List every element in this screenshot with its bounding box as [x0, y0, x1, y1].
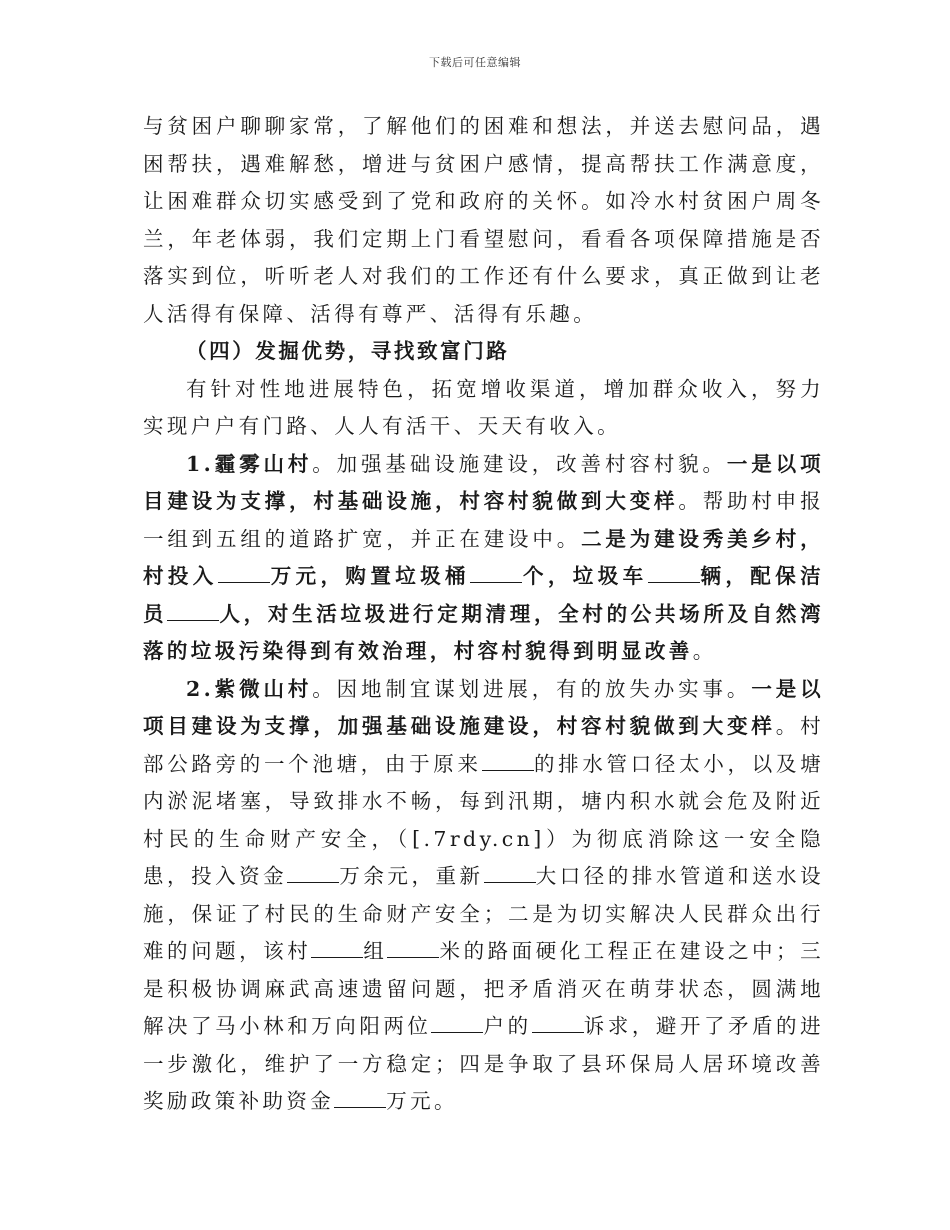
village-1-point-2b: 万元，购置垃圾桶 — [269, 564, 470, 588]
village-1-point-2a: 二是为建设秀美乡村，村投入 — [143, 526, 825, 588]
village-1-lead: 。加强基础设施建设，改善村容村貌。 — [312, 451, 727, 476]
village-2-text-e: 组 — [363, 939, 388, 963]
village-2-text-b: 的排水管口径太小，以及塘内淤泥堵塞，导致排水不畅，每到汛期，塘内积水就会危及附近村民的生命财产安全，（[.7rdy.cn]）为彻底消除这一安全隐患，投入资金 — [143, 751, 824, 888]
paragraph-income-channels: 有针对性地进展特色，拓宽增收渠道，增加群众收入，努力实现户户有门路、人人有活干、天天有收入。 — [143, 376, 824, 438]
village-1-point-1: 一是以项目建设为支撑，村基础设施，村容村貌做到大变样 — [143, 451, 824, 513]
document-body — [143, 108, 824, 1121]
village-2-text-i: 万元。 — [386, 1089, 458, 1113]
fill-blank — [218, 562, 270, 583]
village-1-point-1-detail: 。帮助村申报一组到五组的道路扩宽，并正在建设中。 — [143, 489, 824, 551]
section-heading-4: （四）发掘优势，寻找致富门路 — [186, 339, 510, 363]
village-2-text-f: 米的路面硬化工程正在建设之中；三是积极协调麻武高速遗留问题，把矛盾消灭在萌芽状态，圆满地解决了马小林和万向阳两位 — [143, 939, 824, 1038]
fill-blank — [431, 1012, 483, 1033]
village-1-point-2e: 人，对生活垃圾进行定期清理，全村的公共场所及自然湾落的垃圾污染得到有效治理，村容村貌得到明显改善 — [143, 601, 825, 663]
village-2-text-c: 万余元，重新 — [339, 864, 484, 888]
paragraph-village-2 — [143, 671, 824, 1121]
fill-blank — [532, 1012, 584, 1033]
fill-blank — [648, 562, 700, 583]
fill-blank — [167, 600, 219, 621]
fill-blank — [387, 937, 439, 958]
paragraph-village-1 — [143, 446, 824, 671]
village-2-name: 2.紫微山村 — [186, 676, 313, 701]
fill-blank — [482, 750, 534, 771]
fill-blank — [470, 562, 522, 583]
village-2-text-g: 户的 — [483, 1014, 532, 1038]
village-1-end: 。 — [692, 639, 717, 663]
village-1-point-2c: 个，垃圾车 — [521, 564, 648, 588]
fill-blank — [287, 862, 339, 883]
fill-blank — [484, 862, 536, 883]
village-2-text-h: 诉求，避开了矛盾的进一步激化，维护了一方稳定；四是争取了县环保局人居环境改善奖励政策补助资金 — [143, 1014, 824, 1113]
fill-blank — [334, 1087, 386, 1108]
village-2-lead: 。因地制宜谋划进展，有的放失办实事。 — [312, 676, 752, 701]
paragraph-poverty-visits: 与贫困户聊聊家常，了解他们的困难和想法，并送去慰问品，遇困帮扶，遇难解愁，增进与贫困户感情，提高帮扶工作满意度，让困难群众切实感受到了党和政府的关怀。如冷水村贫困户周冬兰，年老体弱，我们定期上门看望慰问，看看各项保障措施是否落实到位，听听老人对我们的工作还有什么要求，真正做到让老人活得有保障、活得有尊严、活得有乐趣。 — [143, 114, 824, 326]
village-1-name: 1.霾雾山村 — [186, 451, 313, 476]
fill-blank — [311, 937, 363, 958]
village-1-point-2d: 辆，配保洁员 — [143, 564, 825, 626]
page-header: 下载后可任意编辑 — [429, 56, 521, 69]
village-2-text-d: 大口径的排水管道和送水设施，保证了村民的生命财产安全；二是为切实解决人民群众出行难的问题，该村 — [143, 864, 824, 963]
village-2-point-1: 一是以项目建设为支撑，加强基础设施建设，村容村貌做到大变样 — [143, 676, 824, 738]
village-2-text-a: 。村部公路旁的一个池塘，由于原来 — [143, 714, 824, 776]
